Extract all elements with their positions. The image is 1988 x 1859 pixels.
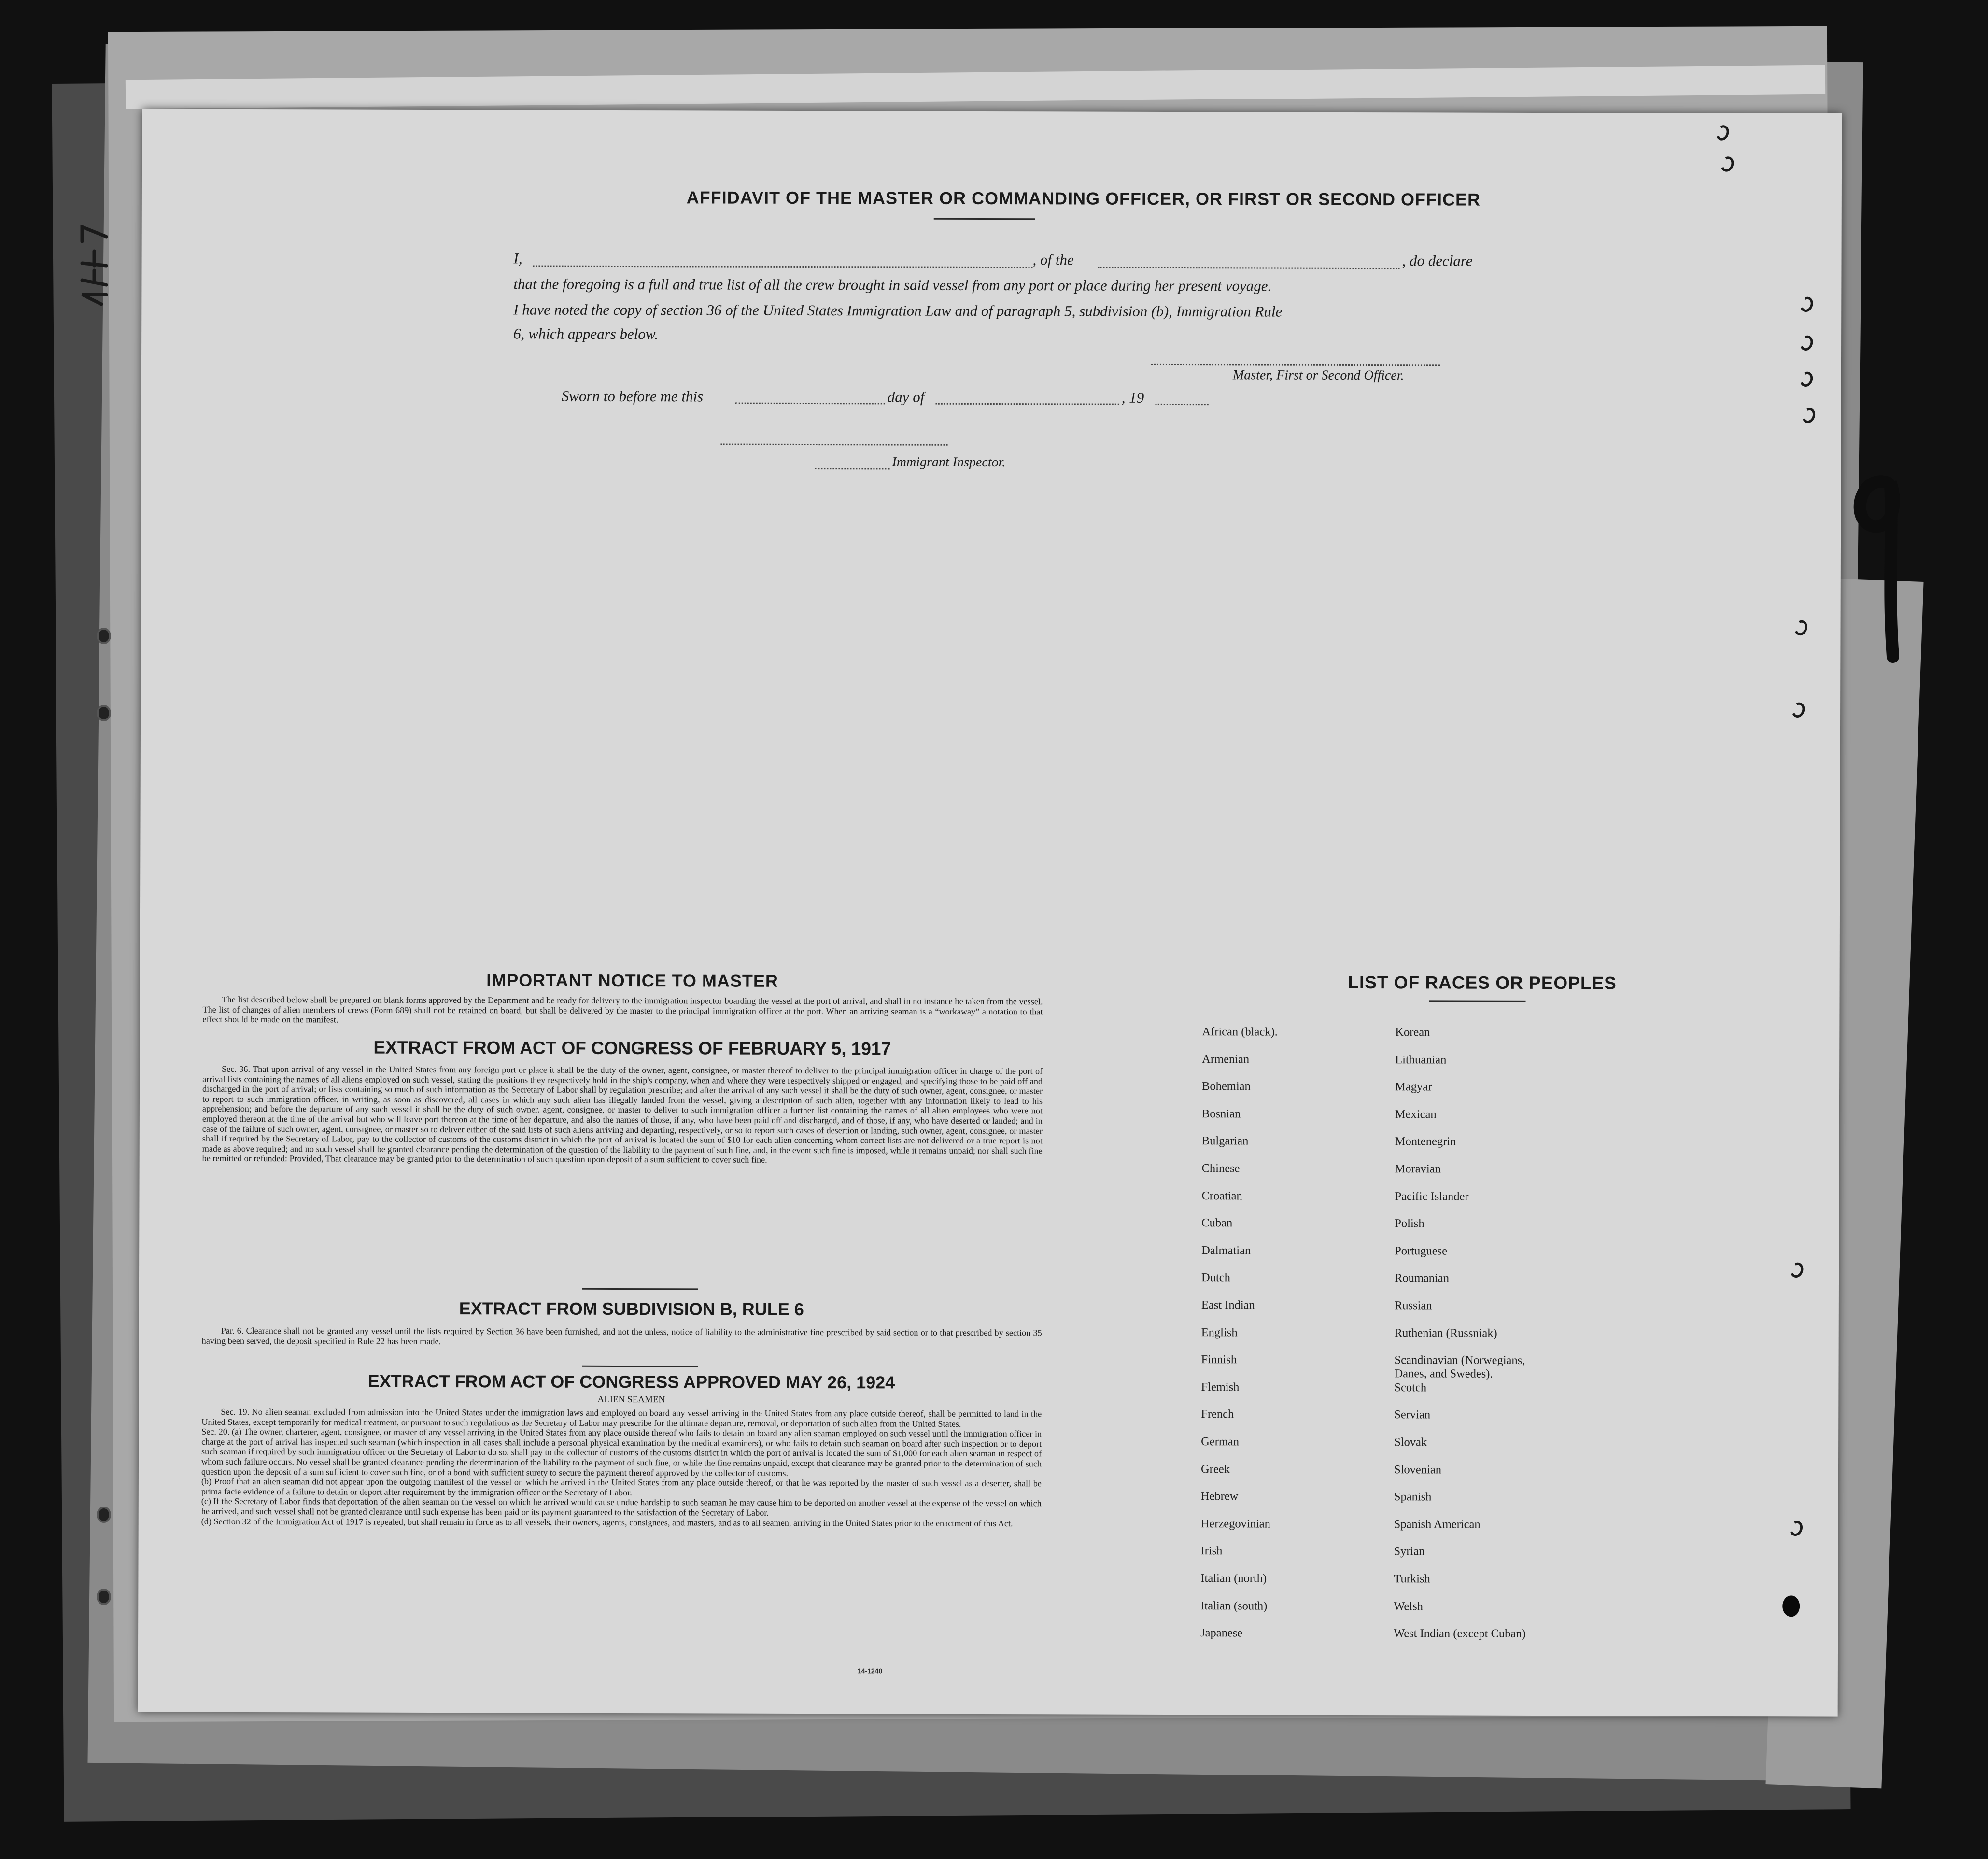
race-item: Bosnian — [1201, 1107, 1241, 1121]
race-item: Irish — [1200, 1544, 1223, 1558]
race-item: French — [1201, 1408, 1234, 1421]
race-item: Italian (north) — [1200, 1572, 1267, 1585]
punch-hole-icon — [1719, 155, 1735, 173]
race-item: Japanese — [1200, 1626, 1243, 1640]
race-item: Pacific Islander — [1395, 1189, 1469, 1203]
sworn-prefix: Sworn to before me this — [561, 387, 704, 405]
binder-hole-icon — [97, 628, 111, 644]
punch-hole-icon — [1792, 619, 1809, 637]
binder-hole-icon — [97, 1589, 111, 1605]
handwritten-page-number — [1840, 464, 1907, 666]
race-item: Moravian — [1395, 1162, 1441, 1176]
handwritten-nine-icon — [1840, 464, 1907, 666]
race-item: Korean — [1395, 1026, 1430, 1039]
subdivision-body: Par. 6. Clearance shall not be granted any vessel until the lists required by Section 36 have been furnished, and not the unless, notice of liability to the administrative fine prescribed by said section or to that prescribed by section 35 having been served, the deposit specified in Rule 22 has been made. — [201, 1325, 1042, 1346]
race-item: Russian — [1394, 1299, 1432, 1312]
extract-1917-title: EXTRACT FROM ACT OF CONGRESS OF FEBRUARY 5, 1917 — [373, 1037, 891, 1059]
race-item: African (black). — [1202, 1025, 1278, 1039]
race-item: Lithuanian — [1395, 1053, 1447, 1067]
subdivision-title: EXTRACT FROM SUBDIVISION B, RULE 6 — [459, 1298, 804, 1319]
affidavit-declare-suffix: , do declare — [1402, 252, 1473, 269]
races-title-rule — [1429, 1000, 1526, 1002]
extract-1924-subtitle: ALIEN SEAMEN — [597, 1394, 665, 1405]
race-item: English — [1201, 1325, 1238, 1339]
punch-hole-icon — [1790, 701, 1806, 719]
handwriting-icon — [72, 203, 111, 309]
race-item: Scotch — [1394, 1380, 1427, 1394]
affidavit-statement-line: 6, which appears below. — [513, 325, 659, 343]
inspector-signature-label: Immigrant Inspector. — [892, 454, 1006, 470]
race-item: Mexican — [1395, 1107, 1437, 1121]
affidavit-statement-line: that the foregoing is a full and true list of all the crew brought in said vessel from any port or place during her present voyage. — [513, 275, 1272, 295]
section-rule — [582, 1288, 698, 1290]
race-item: Chinese — [1201, 1162, 1240, 1175]
notice-body: The list described below shall be prepared on blank forms approved by the Department and be ready for delivery to the immigration inspector boarding the vessel at the port of arrival, and shall in no instance be taken from the vessel. The list of changes of alien members of crews (Form 689) shall not be retained on board, but shall be delivered by the master to the principal immigration officer at the port. When an arriving seaman is a “workaway” a notation to that effect should be made on the manifest. — [202, 994, 1043, 1025]
race-item: Syrian — [1394, 1545, 1425, 1558]
race-item: Italian (south) — [1200, 1599, 1268, 1613]
punch-hole-icon — [1788, 1519, 1805, 1538]
punch-hole-icon — [1798, 334, 1815, 352]
race-item: Roumanian — [1394, 1271, 1450, 1285]
extract-1924-body: Sec. 19. No alien seaman excluded from admission into the United States under the immigration laws and employed on board any vessel arriving in the United States from any place outside thereof, shall be permitted to land in the United States, except temporarily for medical treatment, or pursuant to such regulations as the Secretary of Labor may prescribe for the ultimate departure, removal, or deportation of such alien from the United States. Sec. 20. (a) The owner, charterer, agent, consignee, or master of any vessel arriving in the United States from any place outside thereof who fails to detain on board any alien seaman employed on such vessel until the immigration officer in charge at the port of arrival has inspected such seaman (which inspection in all cases shall include a personal physical examination by the medical examiners), or who fails to detain such seaman on board after such inspection or to deport such seaman if required by such immigration officer or the Secretary of Labor to do so, shall pay to the collector of customs of the customs district in which the port of arrival is located the sum of $1,000 for each alien seaman in respect of whom such failure occurs. No vessel shall be granted clearance pending the determination of the liability to the payment of such fine, or while the fine remains unpaid, except that clearance may be granted prior to the determination of such question upon the deposit of a sum sufficient to cover such fine, or of a bond with sufficient surety to secure the payment thereof approved by the collector of customs. (b) Proof that an alien seaman did not appear upon the outgoing manifest of the vessel on which he arrived in the United States from any place outside thereof, or that he was reported by the master of such vessel as a deserter, shall be prima facie evidence of a failure to detain or deport after requirement by the immigration officer or the Secretary of Labor. (c) If the Secretary of Labor finds that deportation of the alien seaman on the vessel on which he arrived would cause undue hardship to such seaman he may cause him to be deported on another vessel at the expense of the vessel on which he arrived, and such vessel shall not be granted clearance until such expense has been paid or its payment guaranteed to the satisfaction of the Secretary of Labor. (d) Section 32 of the Immigration Act of 1917 is repealed, but shall remain in force as to all vessels, their owners, agents, consignees, and masters, and as to all seamen, arriving in the United States prior to the enactment of this Act. — [201, 1407, 1042, 1528]
race-item: Dutch — [1201, 1271, 1230, 1284]
sworn-year-field[interactable] — [1156, 404, 1209, 405]
extract-1917-body: Sec. 36. That upon arrival of any vessel in the United States from any foreign port or place it shall be the duty of the owner, agent, consignee, or master thereof to deliver to the principal immigration officer in charge of the port of arrival lists containing the names of all aliens employed on such vessel, stating the positions they respectively hold in the ship's company, when and where they were respectively shipped or engaged, and specifying those to be paid off and discharged in the port of arrival; or lists containing so much of such information as the Secretary of Labor shall by regulation prescribe; and after the arrival of any such vessel it shall be the duty of such owner, agent, consignee, or master to report to such immigration officer, in writing, as soon as discovered, all cases in which any such alien has illegally landed from the vessel, giving a description of such alien, together with any information likely to lead to his apprehension; and before the departure of any such vessel it shall be the duty of such owner, agent, consignee, or master to deliver to such immigration officer a further list containing the names of all alien employees who were not employed thereon at the time of the arrival but who will leave port thereon at the time of her departure, and also the names of those, if any, who have been paid off and discharged, and of those, if any, who have deserted or landed; and in case of the failure of such owner, agent, consignee, or master so to deliver either of the said lists of such aliens arriving and departing, respectively, or so to report such cases of desertion or landing, such owner, agent, consignee, or master shall if required by the Secretary of Labor, pay to the collector of customs of the customs district in which the port of arrival is located the sum of $10 for each alien concerning whom correct lists are not delivered or a true report is not made as above required; and no such vessel shall be granted clearance pending the determination of the question of the liability to the payment of such fine, and, in the event such fine is imposed, while it remains unpaid; nor shall such fine be remitted or refunded: Provided, That clearance may be granted prior to the determination of such question upon deposit of a sum sufficient to cover such fine. — [202, 1064, 1043, 1165]
race-item: Scandinavian (Norwegians, Danes, and Swedes). — [1394, 1353, 1525, 1380]
race-item: Armenian — [1202, 1052, 1250, 1066]
race-item: Hebrew — [1200, 1490, 1239, 1503]
race-item: East Indian — [1201, 1298, 1255, 1312]
race-item: Slovenian — [1394, 1463, 1442, 1477]
notice-title: IMPORTANT NOTICE TO MASTER — [486, 970, 779, 991]
punch-hole-icon — [1800, 406, 1817, 425]
race-item: Montenegrin — [1395, 1135, 1456, 1148]
race-item: Polish — [1395, 1217, 1424, 1230]
affidavit-title: AFFIDAVIT OF THE MASTER OR COMMANDING OFFICER, OR FIRST OR SECOND OFFICER — [686, 187, 1481, 210]
race-item: Greek — [1200, 1462, 1230, 1476]
master-signature-field[interactable] — [1151, 364, 1440, 366]
race-item: Flemish — [1201, 1380, 1240, 1394]
race-item: Spanish American — [1394, 1517, 1480, 1531]
race-item: Spanish — [1394, 1490, 1432, 1504]
race-item: Bohemian — [1202, 1080, 1251, 1093]
affidavit-vessel-prefix: , of the — [1032, 251, 1074, 268]
binder-hole-icon — [97, 1507, 111, 1523]
race-item: Turkish — [1394, 1572, 1430, 1586]
form-page — [138, 109, 1842, 1716]
race-item: Dalmatian — [1201, 1243, 1251, 1257]
sworn-year-label: , 19 — [1121, 389, 1144, 406]
race-item: Finnish — [1201, 1353, 1237, 1366]
binder-hole-icon — [97, 705, 111, 721]
master-signature-label: Master, First or Second Officer. — [1232, 367, 1404, 383]
extract-1924-title: EXTRACT FROM ACT OF CONGRESS APPROVED MAY 26, 1924 — [367, 1371, 895, 1393]
punch-hole-icon — [1798, 370, 1815, 389]
race-item: Slovak — [1394, 1436, 1427, 1449]
race-item: West Indian (except Cuban) — [1394, 1627, 1526, 1641]
punch-hole-icon — [1782, 1595, 1800, 1617]
races-title: LIST OF RACES OR PEOPLES — [1348, 972, 1617, 993]
affidavit-declarant-prefix: I, — [513, 250, 522, 267]
race-item: Welsh — [1394, 1599, 1423, 1613]
race-item: Bulgarian — [1201, 1134, 1249, 1148]
vessel-name-field[interactable] — [1098, 267, 1399, 269]
race-item: Magyar — [1395, 1080, 1432, 1094]
race-item: Ruthenian (Russniak) — [1394, 1326, 1497, 1340]
race-item: Cuban — [1201, 1216, 1233, 1230]
punch-hole-icon — [1788, 1261, 1805, 1280]
form-number: 14-1240 — [857, 1667, 883, 1675]
notice-column — [201, 109, 1065, 1705]
sworn-day-label: day of — [887, 388, 925, 406]
race-item: German — [1201, 1435, 1240, 1449]
race-item: Portuguese — [1395, 1244, 1448, 1258]
race-item: Croatian — [1201, 1189, 1242, 1202]
race-item: Servian — [1394, 1408, 1431, 1422]
punch-hole-icon — [1714, 123, 1731, 142]
race-item: Herzegovinian — [1200, 1517, 1270, 1531]
affidavit-statement-line: I have noted the copy of section 36 of the United States Immigration Law and of paragraph 5, subdivision (b), Immigration Rule — [513, 301, 1283, 320]
section-rule — [582, 1366, 698, 1367]
